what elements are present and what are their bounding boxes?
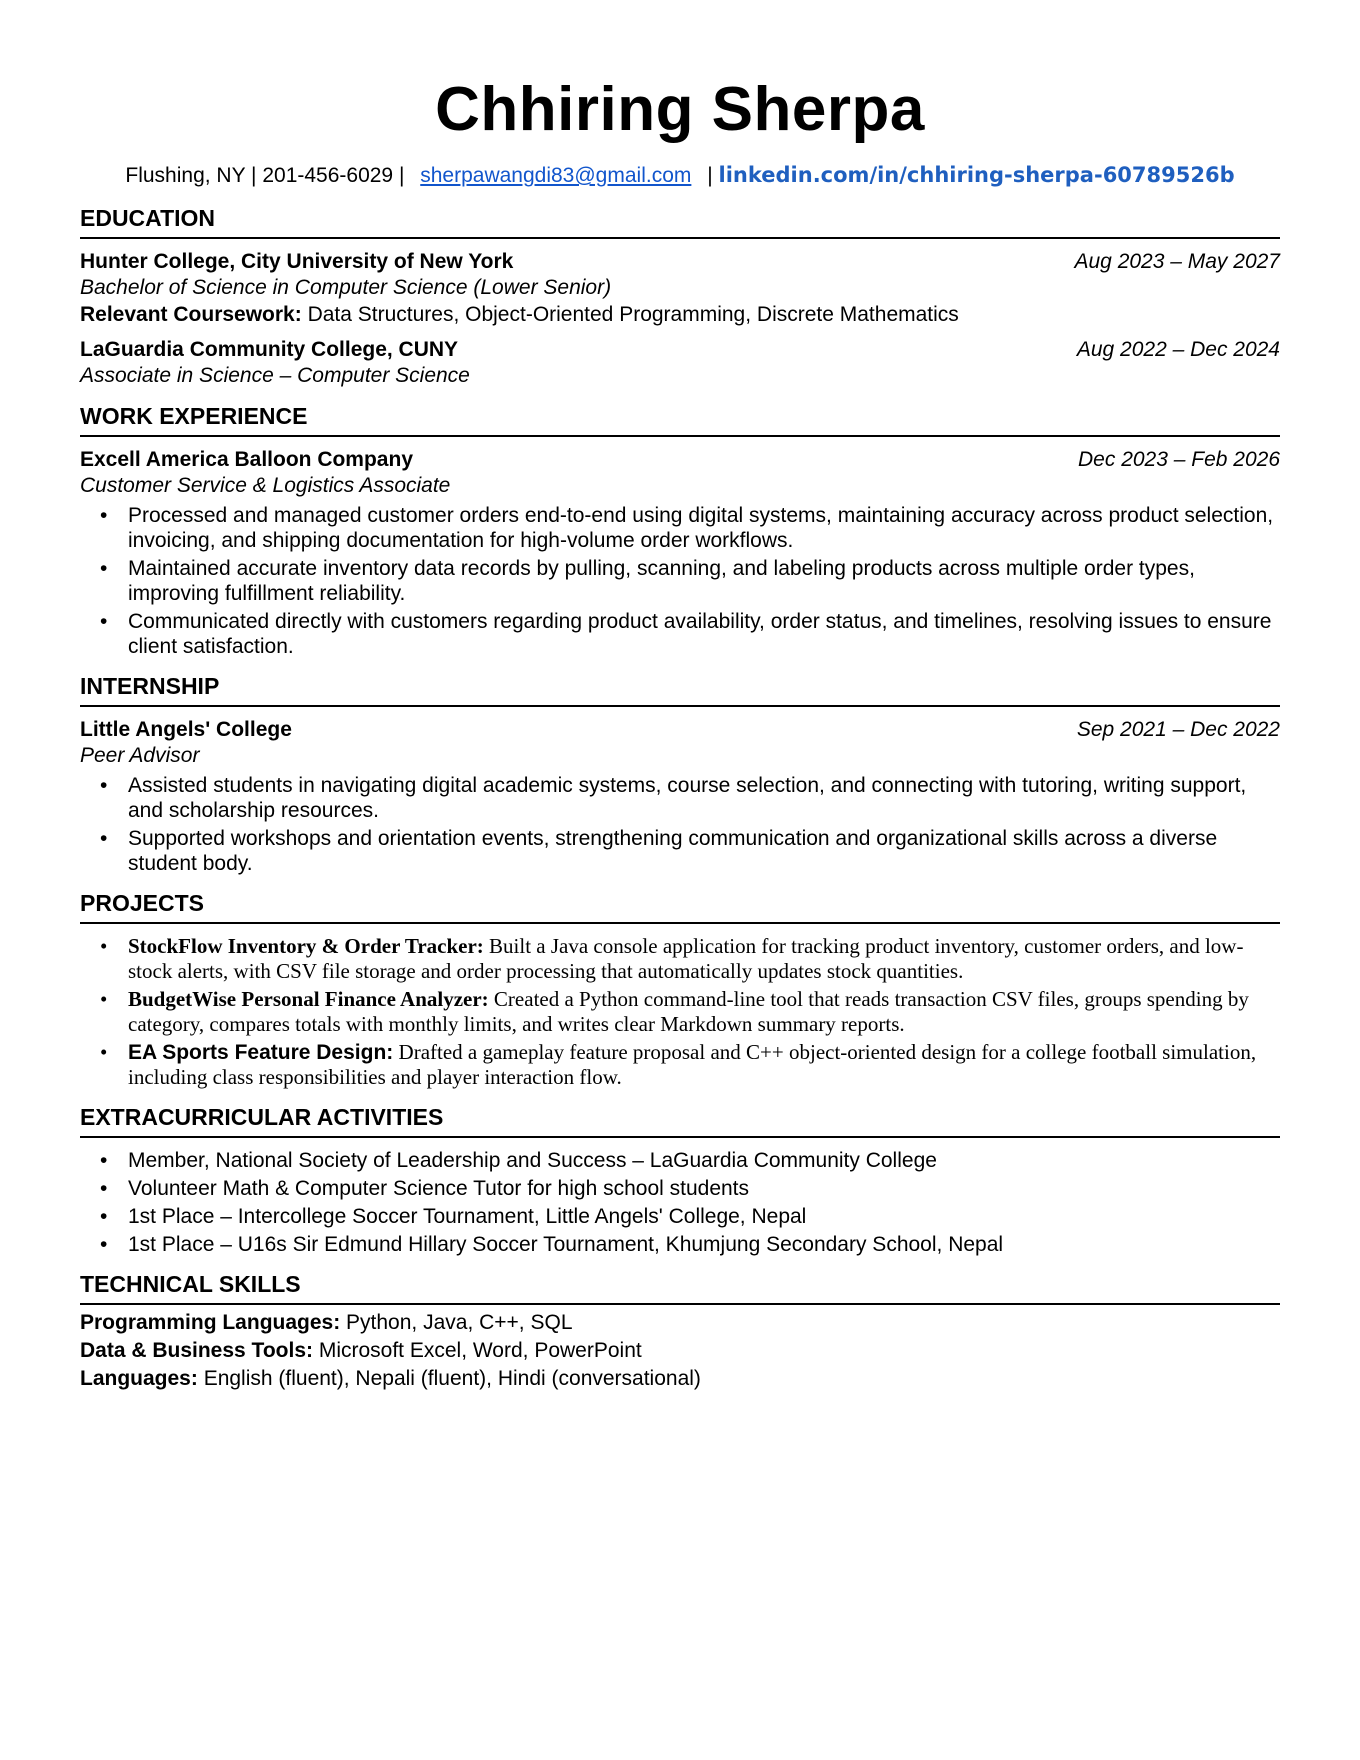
date-range: Dec 2023 – Feb 2026	[1078, 448, 1280, 471]
list-item: • 1st Place – U16s Sir Edmund Hillary Soccer Tournament, Khumjung Secondary School, Nepal	[80, 1232, 1280, 1257]
list-item: • Supported workshops and orientation events, strengthening communication and organizational skills across a diverse student body.	[80, 826, 1280, 876]
school-name: LaGuardia Community College, CUNY	[80, 338, 459, 361]
project-description: Created a Python command-line tool that reads transaction CSV files, groups spending by category, compares totals with monthly limits, and writes clear Markdown summary reports.	[128, 987, 1249, 1036]
work-bullets	[80, 503, 1280, 659]
list-item: • 1st Place – Intercollege Soccer Tournament, Little Angels' College, Nepal	[80, 1204, 1280, 1229]
school-name: Hunter College, City University of New York	[80, 250, 514, 273]
company-name: Excell America Balloon Company	[80, 448, 413, 471]
education-section	[80, 203, 1280, 389]
project-description: Drafted a gameplay feature proposal and C++ object-oriented design for a college football simulation, including class responsibilities and player interaction flow.	[128, 1040, 1257, 1089]
extracurricular-heading: EXTRACURRICULAR ACTIVITIES	[80, 1102, 1280, 1138]
education-heading: EDUCATION	[80, 203, 1280, 239]
skills-label: Languages:	[80, 1367, 198, 1390]
project-name: BudgetWise Personal Finance Analyzer:	[128, 987, 489, 1011]
coursework-label: Relevant Coursework:	[80, 303, 302, 326]
projects-section	[80, 888, 1280, 1090]
extracurricular-section	[80, 1102, 1280, 1257]
skills-value: English (fluent), Nepali (fluent), Hindi (conversational)	[197, 1367, 701, 1390]
contact-line	[80, 160, 1280, 191]
date-range: Aug 2022 – Dec 2024	[1076, 338, 1280, 361]
list-item: • Member, National Society of Leadership and Success – LaGuardia Community College	[80, 1148, 1280, 1173]
candidate-name: Chhiring Sherpa	[435, 75, 925, 144]
project-description: Built a Java console application for tracking product inventory, customer orders, and low-stock alerts, with CSV file storage and order processing that automatically updates stock quantities.	[128, 934, 1244, 983]
contact-location-phone: Flushing, NY | 201-456-6029 |	[125, 164, 405, 187]
list-item: • Communicated directly with customers regarding product availability, order status, and timelines, resolving issues to ensure client satisfaction.	[80, 609, 1280, 659]
work-section	[80, 401, 1280, 659]
date-range: Aug 2023 – May 2027	[1074, 250, 1280, 273]
project-name: StockFlow Inventory & Order Tracker:	[128, 934, 484, 958]
list-item: • Processed and managed customer orders end-to-end using digital systems, maintaining accuracy across product selection, invoicing, and shipping documentation for high-volume order workflows.	[80, 503, 1280, 553]
degree: Associate in Science – Computer Science	[80, 364, 470, 387]
internship-section	[80, 671, 1280, 876]
education-entry	[80, 337, 1280, 389]
work-entry	[80, 447, 1280, 659]
coursework-line	[80, 301, 1280, 329]
organization-name: Little Angels' College	[80, 718, 292, 741]
skills-row	[80, 1337, 1280, 1365]
linkedin-link[interactable]: linkedin.com/in/chhiring-sherpa-60789526b	[718, 163, 1235, 187]
work-heading: WORK EXPERIENCE	[80, 401, 1280, 437]
date-range: Sep 2021 – Dec 2022	[1076, 718, 1280, 741]
job-title: Customer Service & Logistics Associate	[80, 474, 451, 497]
role-title: Peer Advisor	[80, 744, 200, 767]
internship-bullets	[80, 773, 1280, 876]
education-entry	[80, 249, 1280, 329]
skills-label: Programming Languages:	[80, 1311, 341, 1334]
skills-value: Microsoft Excel, Word, PowerPoint	[313, 1339, 642, 1362]
list-item	[80, 1040, 1280, 1090]
skills-heading: TECHNICAL SKILLS	[80, 1269, 1280, 1305]
list-item	[80, 987, 1280, 1037]
skills-section	[80, 1269, 1280, 1393]
contact-separator: |	[707, 164, 713, 187]
skills-label: Data & Business Tools:	[80, 1339, 313, 1362]
skills-row	[80, 1309, 1280, 1337]
list-item: • Assisted students in navigating digital academic systems, course selection, and connecting with tutoring, writing support, and scholarship resources.	[80, 773, 1280, 823]
coursework-list: Data Structures, Object-Oriented Programming, Discrete Mathematics	[301, 303, 959, 326]
email-link[interactable]: sherpawangdi83@gmail.com	[420, 164, 692, 187]
projects-heading: PROJECTS	[80, 888, 1280, 924]
skills-row	[80, 1365, 1280, 1393]
resume-page	[80, 70, 1280, 1393]
list-item	[80, 934, 1280, 984]
degree: Bachelor of Science in Computer Science (Lower Senior)	[80, 276, 612, 299]
internship-heading: INTERNSHIP	[80, 671, 1280, 707]
skills-value: Python, Java, C++, SQL	[340, 1311, 573, 1334]
project-name: EA Sports Feature Design:	[128, 1041, 394, 1064]
list-item: • Volunteer Math & Computer Science Tutor for high school students	[80, 1176, 1280, 1201]
internship-entry	[80, 717, 1280, 876]
projects-list	[80, 934, 1280, 1090]
extracurricular-list	[80, 1148, 1280, 1257]
list-item: • Maintained accurate inventory data records by pulling, scanning, and labeling products across multiple order types, improving fulfillment reliability.	[80, 556, 1280, 606]
